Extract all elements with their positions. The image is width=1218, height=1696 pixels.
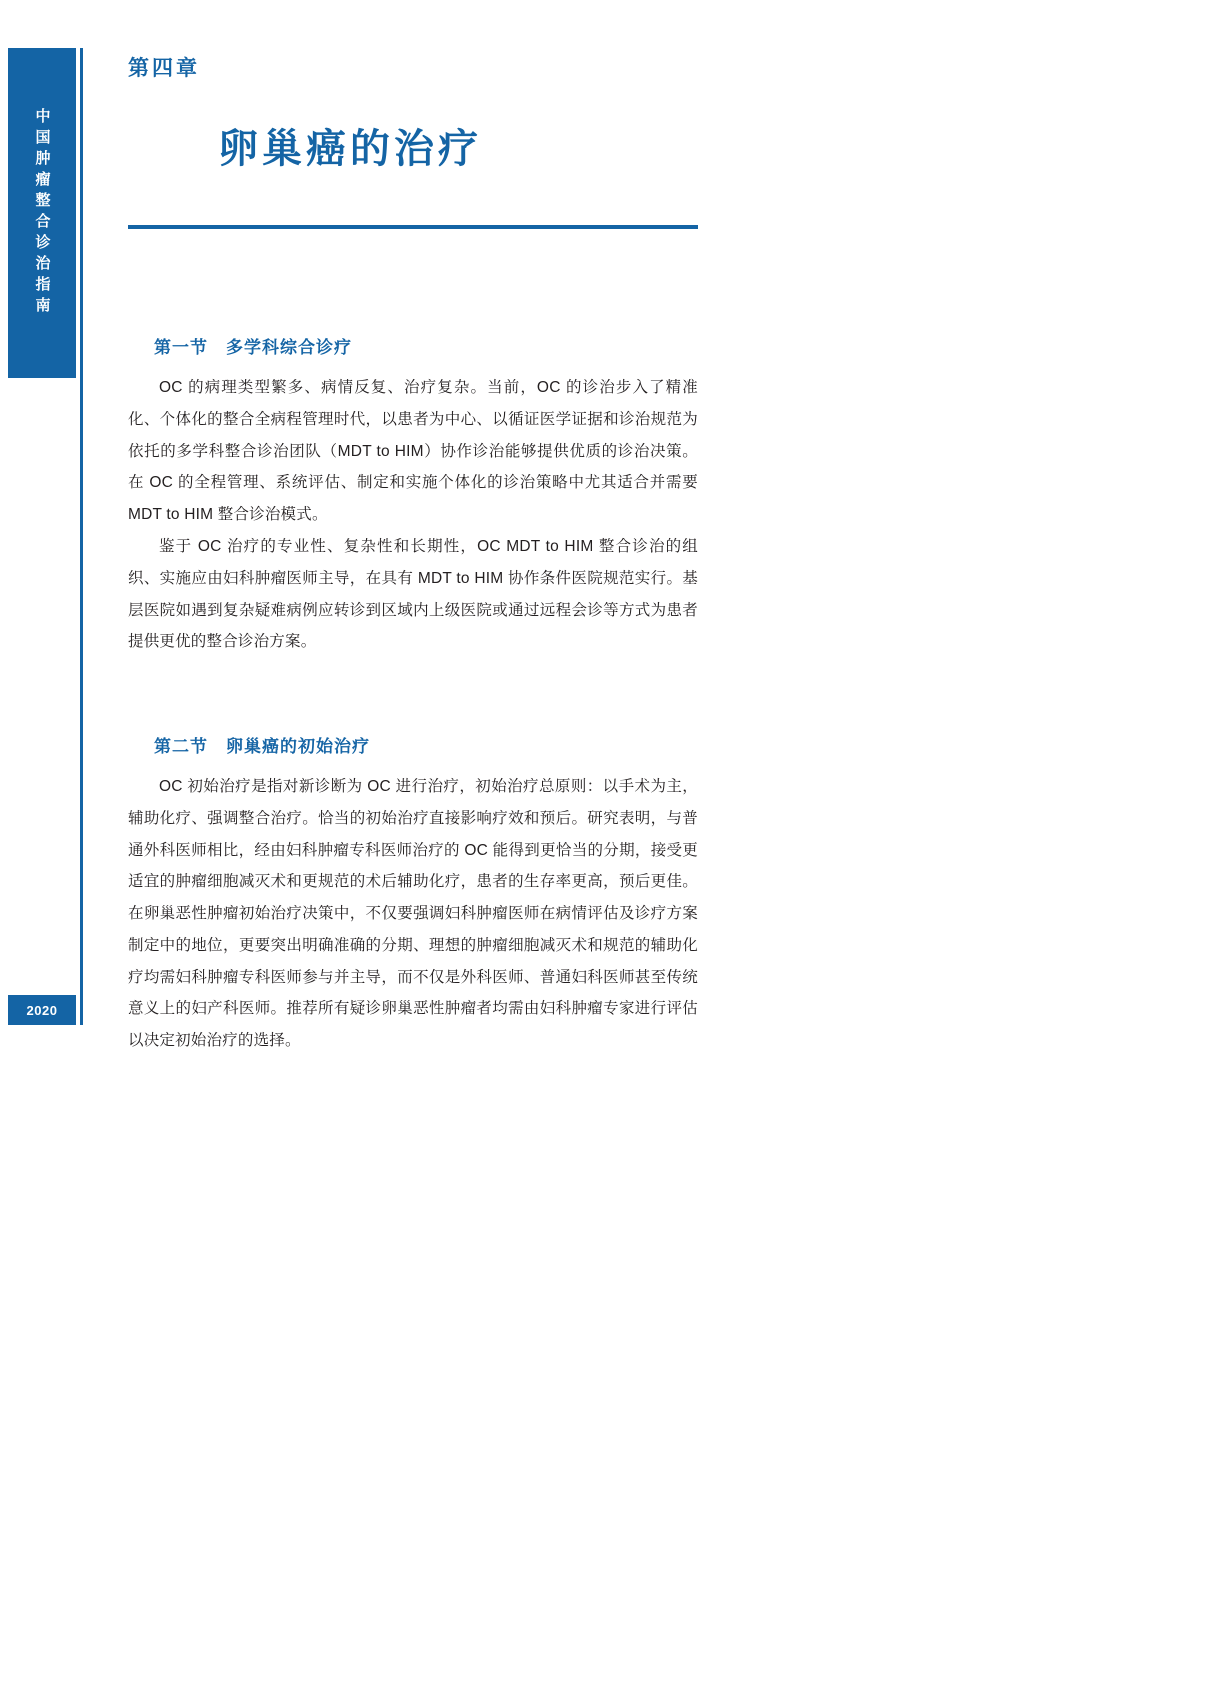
page-content [128,56,698,1103]
section-2-heading: 第二节 卵巢癌的初始治疗 [154,737,370,757]
title-divider [128,225,698,229]
section-spacer [128,704,698,732]
section-2 [128,732,698,1057]
section-1-paragraph-2: 鉴于 OC 治疗的专业性、复杂性和长期性，OC MDT to HIM 整合诊治的组织、实施应由妇科肿瘤医师主导，在具有 MDT to HIM 协作条件医院规范实行。基层医院如遇到复杂疑难病例应转诊到区域内上级医院或通过远程会诊等方式为患者提供更优的整合诊治方案。 [128,538,698,651]
section-1-heading: 第一节 多学科综合诊疗 [154,338,352,358]
running-head-tab [8,48,76,378]
chapter-label: 第四章 [128,57,200,80]
section-1-paragraph-1: OC 的病理类型繁多、病情反复、治疗复杂。当前，OC 的诊治步入了精准化、个体化的整合全病程管理时代，以患者为中心、以循证医学证据和诊治规范为依托的多学科整合诊治团队（MDT to HIM）协作诊治能够提供优质的诊治决策。在 OC 的全程管理、系统评估、制定和实施个体化的诊治策略中尤其适合并需要 MDT to HIM 整合诊治模式。 [128,379,698,524]
year-badge: 2020 [8,995,76,1025]
page-title: 卵巢癌的治疗 [218,127,482,172]
running-head-text: 中国肿瘤整合诊治指南 [33,108,51,318]
section-1 [128,333,698,658]
sidebar-vertical-rule [80,48,83,1025]
section-2-paragraph-1: OC 初始治疗是指对新诊断为 OC 进行治疗，初始治疗总原则：以手术为主，辅助化疗、强调整合治疗。恰当的初始治疗直接影响疗效和预后。研究表明，与普通外科医师相比，经由妇科肿瘤专科医师治疗的 OC 能得到更恰当的分期，接受更适宜的肿瘤细胞减灭术和更规范的术后辅助化疗，患者的生存率更高，预后更佳。在卵巢恶性肿瘤初始治疗决策中，不仅要强调妇科肿瘤医师在病情评估及诊疗方案制定中的地位，更要突出明确准确的分期、理想的肿瘤细胞减灭术和规范的辅助化疗均需妇科肿瘤专科医师参与并主导，而不仅是外科医师、普通妇科医师甚至传统意义上的妇产科医师。推荐所有疑诊卵巢恶性肿瘤者均需由妇科肿瘤专家进行评估以决定初始治疗的选择。 [128,778,698,1050]
